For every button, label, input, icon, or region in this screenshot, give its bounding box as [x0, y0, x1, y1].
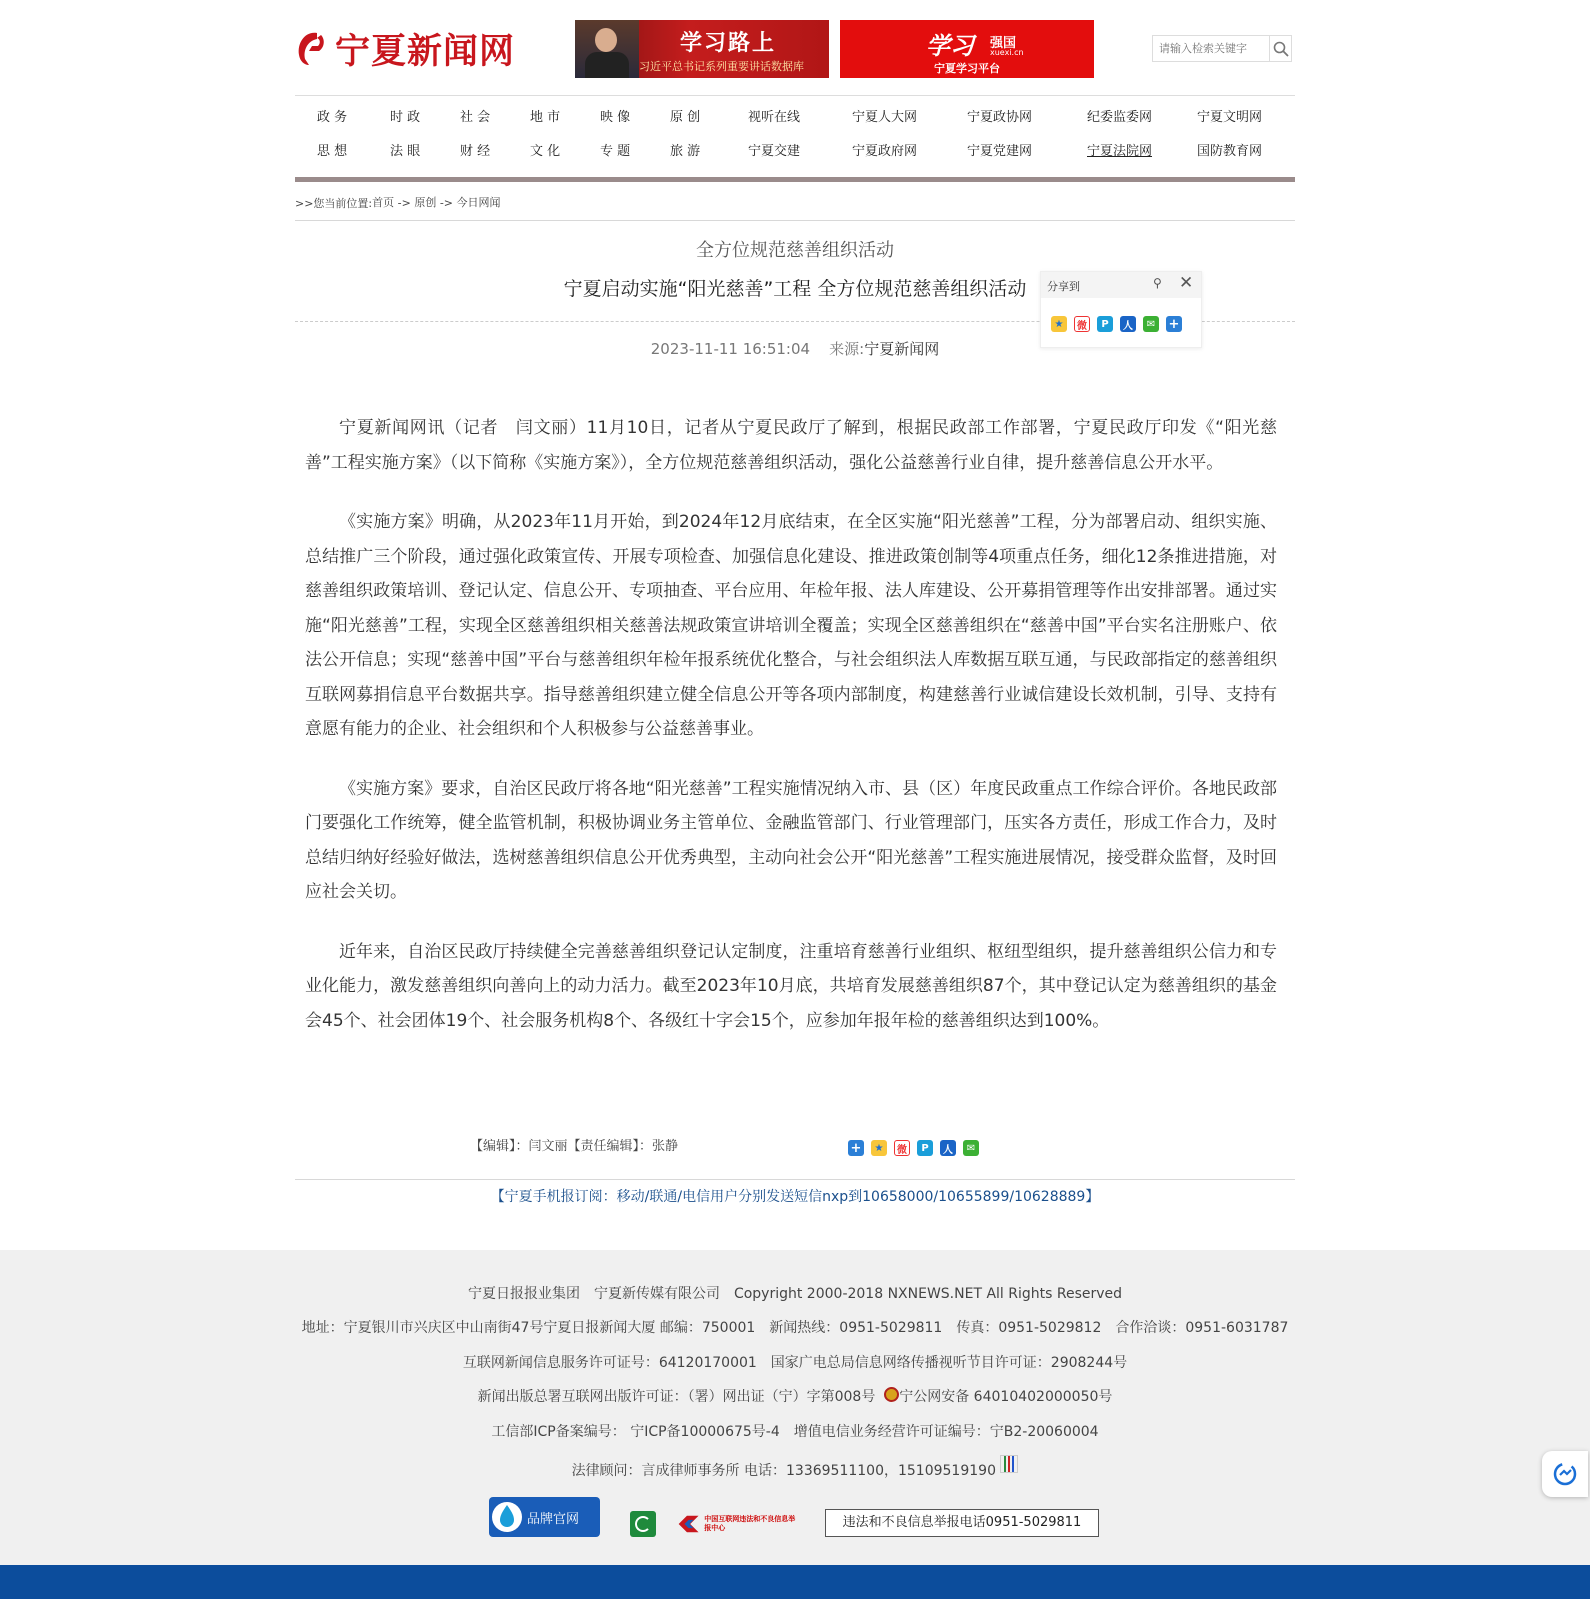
breadcrumb-prefix: >>您当前位置: — [295, 197, 373, 210]
nav-item[interactable]: 映 像 — [600, 110, 631, 125]
banner-study-road[interactable] — [575, 20, 829, 78]
brand-site-label: 品牌官网 — [527, 1511, 580, 1527]
weibo-icon[interactable]: 微 — [1074, 316, 1090, 332]
footer-police-record[interactable]: 宁公网安备 64010402000050号 — [899, 1389, 1113, 1405]
share-icons — [1051, 316, 1182, 332]
article-paragraph: 《实施方案》明确，从2023年11月开始，到2024年12月底结束，在全区实施“阳光慈善”工程，分为部署启动、组织实施、总结推广三个阶段，通过强化政策宣传、开展专项检查、加强信息化建设、推进政策创制等4项重点任务，细化12条推进措施，对慈善组织政策培训、登记认定、信息公开、专项抽查、平台应用、年检年报、法人库建设、公开募捐管理等作出安排部署。通过实施“阳光慈善”工程，实现全区慈善组织相关慈善法规政策宣讲培训全覆盖；实现全区慈善组织在“慈善中国”平台实名注册账户、依法公开信息；实现“慈善中国”平台与慈善组织年检年报系统优化整合，与社会组织法人库数据互联互通，与民政部指定的慈善组织互联网募捐信息平台数据共享。指导慈善组织建立健全信息公开等各项内部制度，构建慈善行业诚信建设长效机制，引导、支持有意愿有能力的企业、社会组织和个人积极参与公益慈善事业。 — [305, 512, 1277, 739]
gov-badge-icon[interactable] — [630, 1511, 656, 1537]
report-center-logo[interactable] — [677, 1509, 797, 1539]
search-icon — [1273, 41, 1289, 57]
nav-item[interactable]: 宁夏交建 — [748, 144, 801, 159]
search-icon[interactable]: ⚲ — [1153, 276, 1162, 290]
search-button[interactable] — [1269, 36, 1291, 61]
more-share-icon[interactable]: + — [848, 1140, 864, 1156]
portrait-image — [575, 20, 639, 78]
nav-item[interactable]: 地 市 — [530, 110, 561, 125]
nav-item[interactable]: 宁夏人大网 — [852, 110, 918, 125]
breadcrumb-separator: -> — [436, 196, 457, 210]
bottom-bar — [0, 1565, 1590, 1599]
tencent-weibo-icon[interactable]: P — [917, 1140, 933, 1156]
nav-item[interactable]: 专 题 — [600, 144, 631, 159]
nav-item[interactable]: 宁夏政府网 — [852, 144, 918, 159]
banner-xuexi-brand: 强国 — [990, 36, 1017, 51]
renren-icon[interactable]: 人 — [1120, 316, 1136, 332]
banner-study-road-subtitle: 习近平总书记系列重要讲话数据库 — [639, 60, 804, 73]
banner-study-road-title: 学习路上 — [680, 31, 777, 56]
article-paragraph: 宁夏新闻网讯（记者 闫文丽）11月10日，记者从宁夏民政厅了解到，根据民政部工作部署，宁夏民政厅印发《“阳光慈善”工程实施方案》（以下简称《实施方案》），全方位规范慈善组织活动，强化公益慈善行业自律，提升慈善信息公开水平。 — [305, 418, 1277, 473]
qzone-icon[interactable]: ★ — [1051, 316, 1067, 332]
breadcrumb — [295, 194, 1295, 221]
footer-publish-license — [0, 1386, 1590, 1406]
banner-xuexi-qiangguo[interactable] — [840, 20, 1094, 78]
nav-item[interactable]: 时 政 — [390, 110, 421, 125]
search-box — [1152, 35, 1292, 62]
footer-publish-text: 新闻出版总署互联网出版许可证：（署）网出证（宁）字第008号 — [477, 1389, 876, 1405]
nav-item[interactable]: 政 务 — [317, 110, 348, 125]
more-share-icon[interactable]: + — [1166, 316, 1182, 332]
refresh-assistant-icon — [1552, 1461, 1578, 1487]
logo-mark-icon — [295, 29, 329, 69]
article-subhead: 全方位规范慈善组织活动 — [696, 240, 894, 261]
floating-assistant-button[interactable] — [1542, 1451, 1588, 1497]
article-body — [305, 411, 1277, 1063]
nav-item[interactable]: 宁夏政协网 — [967, 110, 1033, 125]
breadcrumb-section[interactable]: 原创 — [414, 196, 437, 209]
nav-item[interactable]: 宁夏文明网 — [1197, 110, 1263, 125]
logo-text: 宁夏新闻网 — [335, 31, 516, 72]
nav-item[interactable]: 纪委监委网 — [1087, 110, 1153, 125]
banner-xuexi-domain: xuexi.cn — [990, 48, 1024, 57]
report-center-icon — [677, 1511, 700, 1537]
main-nav — [295, 95, 1295, 182]
wechat-icon[interactable]: ✉ — [1143, 316, 1159, 332]
nav-item[interactable]: 社 会 — [460, 110, 491, 125]
article-paragraph: 《实施方案》要求，自治区民政厅将各地“阳光慈善”工程实施情况纳入市、县（区）年度民政重点工作综合评价。各地民政部门要强化工作统筹，健全监管机制，积极协调业务主管单位、金融监管部门、行业管理部门，压实各方责任，形成工作合力，及时总结归纳好经验好做法，选树慈善组织信息公开优秀典型，主动向社会公开“阳光慈善”工程实施进展情况，接受群众监督，及时回应社会关切。 — [305, 778, 1277, 902]
nav-item[interactable]: 原 创 — [670, 110, 701, 125]
nav-item[interactable]: 法 眼 — [390, 144, 421, 159]
nav-item-active[interactable]: 宁夏法院网 — [1087, 144, 1153, 159]
water-drop-icon — [492, 1500, 522, 1534]
search-input[interactable] — [1153, 41, 1269, 56]
source-label: 来源: — [829, 340, 865, 358]
footer-legal-text: 法律顾问：言成律师事务所 电话：13369511100，15109519190 — [571, 1463, 996, 1479]
police-badge-icon — [884, 1387, 899, 1402]
tencent-weibo-icon[interactable]: P — [1097, 316, 1113, 332]
site-header — [295, 18, 1295, 83]
breadcrumb-home[interactable]: 首页 — [372, 196, 395, 209]
nav-item[interactable]: 视听在线 — [748, 110, 801, 125]
footer-icp: 工信部ICP备案编号： 宁ICP备10000675号-4 增值电信业务经营许可证编号：宁B2-20060004 — [491, 1424, 1099, 1440]
footer-copyright: 宁夏日报报业集团 宁夏新传媒有限公司 Copyright 2000-2018 NXNEWS.NET All Rights Reserved — [467, 1286, 1123, 1302]
close-icon[interactable]: ✕ — [1179, 273, 1194, 293]
nav-row-2 — [295, 132, 1295, 166]
report-hotline[interactable]: 违法和不良信息举报电话0951-5029811 — [825, 1509, 1099, 1537]
nav-row-1 — [295, 98, 1295, 132]
share-popup-header — [1041, 272, 1201, 298]
nav-item[interactable]: 思 想 — [317, 144, 348, 159]
nav-item[interactable]: 文 化 — [530, 144, 561, 159]
footer-legal — [0, 1455, 1590, 1480]
weibo-icon[interactable]: 微 — [894, 1140, 910, 1156]
renren-icon[interactable]: 人 — [940, 1140, 956, 1156]
nav-item[interactable]: 财 经 — [460, 144, 491, 159]
nav-item[interactable]: 宁夏党建网 — [967, 144, 1033, 159]
footer-license: 互联网新闻信息服务许可证号：64120170001 国家广电总局信息网络传播视听节目许可证：2908244号 — [462, 1355, 1128, 1371]
share-popup-label: 分享到 — [1047, 280, 1080, 293]
report-center-name: 中国互联网违法和不良信息举报中心 — [704, 1515, 796, 1532]
breadcrumb-current[interactable]: 今日网闻 — [456, 196, 501, 209]
article-datetime: 2023-11-11 16:51:04 — [650, 340, 811, 358]
article-source: 宁夏新闻网 — [864, 340, 940, 358]
qzone-icon[interactable]: ★ — [871, 1140, 887, 1156]
footer-address: 地址：宁夏银川市兴庆区中山南街47号宁夏日报新闻大厦 邮编：750001 新闻热线：0951-5029811 传真：0951-5029812 合作洽谈：0951-6031787 — [301, 1320, 1289, 1336]
wechat-icon[interactable]: ✉ — [963, 1140, 979, 1156]
article-title: 宁夏启动实施“阳光慈善”工程 全方位规范慈善组织活动 — [563, 278, 1027, 300]
editor-line: 【编辑】：闫文丽【责任编辑】：张静 — [470, 1139, 679, 1154]
bottom-share-icons — [848, 1140, 979, 1156]
mobile-subscribe-link[interactable]: 【宁夏手机报订阅：移动/联通/电信用户分别发送短信nxp到10658000/10655899/10628889】 — [490, 1189, 1100, 1205]
breadcrumb-separator: -> — [394, 196, 415, 210]
article-paragraph: 近年来，自治区民政厅持续健全完善慈善组织登记认定制度，注重培育慈善行业组织、枢纽型组织，提升慈善组织公信力和专业化能力，激发慈善组织向善向上的动力活力。截至2023年10月底，共培育发展慈善组织87个，其中登记认定为慈善组织的基金会45个、社会团体19个、社会服务机构8个、各级红十字会15个，应参加年报年检的慈善组织达到100%。 — [305, 941, 1277, 1031]
nav-item[interactable]: 旅 游 — [670, 144, 701, 159]
brand-site-badge[interactable] — [489, 1497, 600, 1537]
nav-item[interactable]: 国防教育网 — [1197, 144, 1263, 159]
cnzz-stats-icon[interactable] — [1000, 1455, 1018, 1473]
share-popup — [1040, 271, 1202, 348]
banner-xuexi-title: 学习 — [926, 31, 974, 60]
divider — [295, 1179, 1295, 1180]
banner-xuexi-subtitle: 宁夏学习平台 — [934, 62, 1000, 75]
site-logo[interactable] — [295, 24, 515, 74]
